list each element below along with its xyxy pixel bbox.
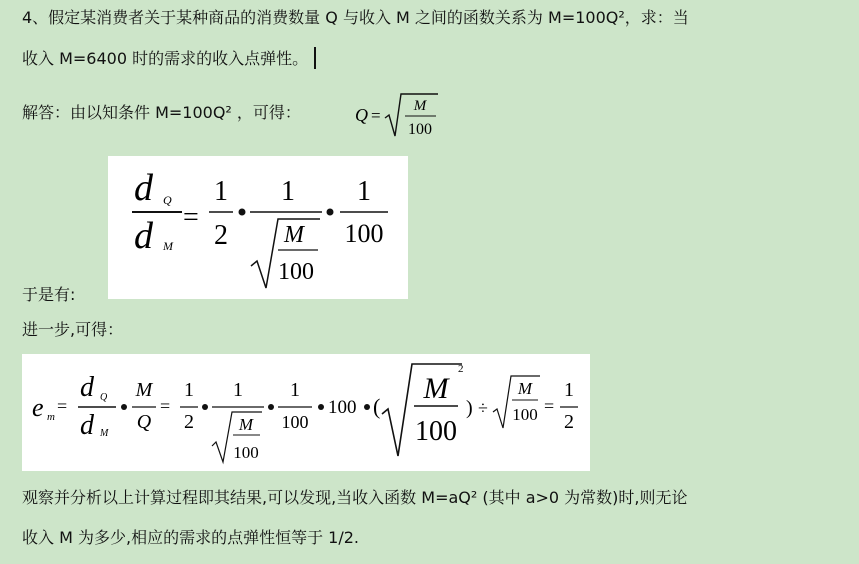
inv-sqrt-num: 1 [233, 379, 243, 401]
big-sqrt-m: M [423, 372, 449, 405]
sub-q: Q [163, 193, 172, 207]
d-numerator: d [134, 167, 153, 209]
m-over-q-num: M [135, 379, 153, 401]
d-denominator: d [80, 410, 94, 441]
problem-line-2-text: 收入 M=6400 时的需求的收入点弹性。 [22, 49, 309, 68]
eq-sign-3: = [544, 396, 555, 416]
m-over-q-den: Q [136, 411, 152, 433]
sqrt-m-2: M [517, 379, 533, 398]
big-sqrt-hundred: 100 [415, 416, 457, 447]
sqrt-denominator: 100 [408, 121, 432, 138]
dot-operator-1 [239, 209, 246, 216]
sqrt-hundred: 100 [278, 259, 314, 285]
half-num: 1 [184, 379, 194, 401]
inv-sqrt-numerator: 1 [281, 176, 295, 207]
q-sqrt-formula [352, 88, 444, 142]
hundred-factor: 100 [328, 397, 357, 418]
elasticity-equation [22, 354, 590, 471]
sqrt-numerator: M [413, 98, 427, 114]
half-den: 2 [184, 411, 194, 433]
sub-m: M [163, 239, 173, 253]
sqrt-hundred-2: 100 [512, 405, 538, 424]
sub-q: Q [100, 392, 108, 403]
formula-q: Q [355, 105, 368, 125]
problem-line-2 [22, 47, 316, 69]
label-yu-shi-you: 于是有: [22, 285, 76, 304]
answer-label: 解答：由以知条件 M=100Q² ，可得： [22, 103, 301, 122]
e-symbol: e [32, 393, 44, 422]
elasticity-equation-box [22, 354, 590, 471]
eq-sign-1: = [57, 396, 68, 416]
dot-operator-2 [327, 209, 334, 216]
left-paren: ( [373, 394, 381, 419]
conclusion-line-1: 观察并分析以上计算过程即其结果,可以发现,当收入函数 M=aQ² (其中 a>0 为常数)时,则无论 [22, 488, 688, 507]
sqrt-m: M [284, 222, 304, 248]
dot-operator-4 [318, 404, 324, 410]
conclusion-line-2: 收入 M 为多少,相应的需求的点弹性恒等于 1/2. [22, 528, 359, 547]
dot-operator-5 [364, 404, 370, 410]
d-denominator: d [134, 215, 153, 257]
label-jin-yi-bu: 进一步,可得： [22, 320, 124, 339]
dot-operator-3 [268, 404, 274, 410]
result-num: 1 [564, 379, 574, 401]
right-paren: ) [466, 397, 473, 419]
sub-m: M [100, 428, 109, 439]
formula-equals: = [371, 106, 381, 125]
dot-operator-2 [202, 404, 208, 410]
dot-operator-1 [121, 404, 127, 410]
exponent-two: 2 [458, 363, 464, 375]
eq-sign-2: = [160, 396, 171, 416]
hundredth-den: 100 [281, 412, 309, 432]
sqrt-m-1: M [238, 415, 254, 434]
derivative-equation [108, 156, 408, 299]
half-denominator: 2 [214, 220, 228, 251]
d-numerator: d [80, 372, 94, 403]
sqrt-hundred-1: 100 [233, 443, 259, 462]
problem-line-1: 4、假定某消费者关于某种商品的消费数量 Q 与收入 M 之间的函数关系为 M=100Q²，求：当 [22, 8, 689, 27]
hundredth-denominator: 100 [344, 219, 384, 248]
hundredth-numerator: 1 [357, 176, 371, 207]
half-numerator: 1 [214, 176, 228, 207]
e-sub-m: m [47, 411, 55, 423]
equals-sign: = [183, 202, 199, 233]
result-den: 2 [564, 411, 574, 433]
hundredth-num: 1 [290, 379, 300, 401]
text-cursor [314, 47, 316, 69]
divide-sign: ÷ [478, 398, 488, 418]
derivative-equation-box [108, 156, 408, 299]
